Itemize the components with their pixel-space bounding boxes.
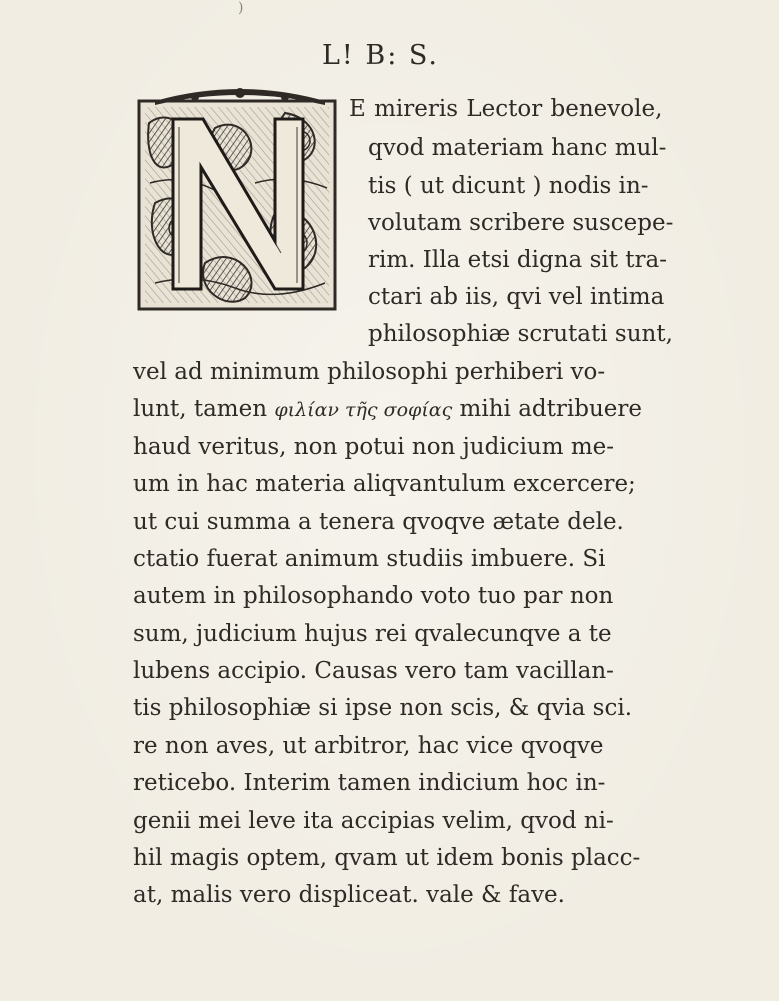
text-line-22: at, malis vero displiceat. vale & fave. xyxy=(133,882,565,908)
text-line-17: tis philosophiæ si ipse non scis, & qvia sci. xyxy=(133,695,633,721)
text-line-14: autem in philosophando voto tuo par non xyxy=(133,583,614,609)
text-line-10: haud veritus, non potui non judicium me- xyxy=(133,434,615,460)
page-header: L! B: S. xyxy=(322,40,439,71)
page-edge-mark: ) xyxy=(238,0,244,16)
text-line-3: tis ( ut dicunt ) nodis in- xyxy=(368,173,649,199)
text-line-19: reticebo. Interim tamen indicium hoc in- xyxy=(133,770,606,796)
text-line-16: lubens accipio. Causas vero tam vacillan- xyxy=(133,658,614,684)
text-line-9-start: lunt, tamen xyxy=(133,396,268,422)
text-line-13: ctatio fuerat animum studiis imbuere. Si xyxy=(133,546,606,572)
text-line-6: ctari ab iis, qvi vel intima xyxy=(368,284,665,310)
greek-phrase: φιλίαν τῆς σοφίας xyxy=(274,399,453,421)
text-line-2: qvod materiam hanc mul- xyxy=(368,135,667,161)
text-line-12: ut cui summa a tenera qvoqve ætate dele. xyxy=(133,509,624,535)
text-line-5: rim. Illa etsi digna sit tra- xyxy=(368,247,667,273)
text-line-4: volutam scribere suscepe- xyxy=(368,210,674,236)
text-line-15: sum, judicium hujus rei qvalecunqve a te xyxy=(133,621,612,647)
text-line-9 xyxy=(133,398,642,421)
text-line-21: hil magis optem, qvam ut idem bonis placc- xyxy=(133,845,641,871)
woodcut-initial-graphic xyxy=(135,83,345,315)
text-line-1: E mireris Lector benevole, xyxy=(349,96,663,122)
text-line-9-end: mihi adtribuere xyxy=(459,396,642,422)
text-line-8: vel ad minimum philosophi perhiberi vo- xyxy=(133,359,606,385)
text-line-18: re non aves, ut arbitror, hac vice qvoqve xyxy=(133,733,604,759)
text-line-20: genii mei leve ita accipias velim, qvod ni- xyxy=(133,808,614,834)
text-line-11: um in hac materia aliqvantulum excercere; xyxy=(133,471,636,497)
decorated-initial-n-icon xyxy=(135,83,345,315)
text-line-7: philosophiæ scrutati sunt, xyxy=(368,321,673,347)
